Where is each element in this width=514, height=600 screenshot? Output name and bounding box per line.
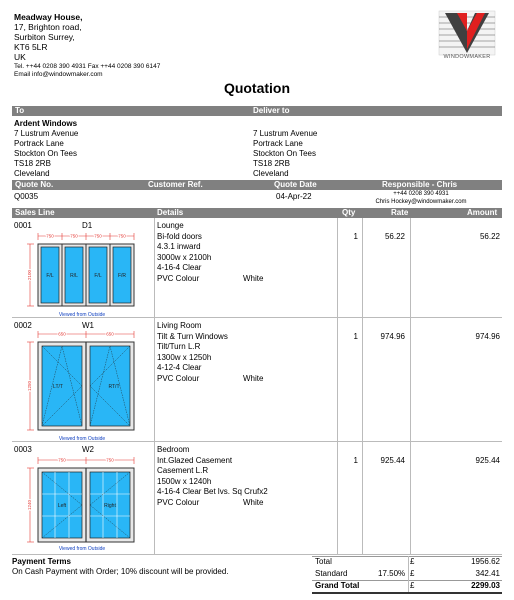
total-value: 1956.62: [471, 557, 500, 566]
to-line: Stockton On Tees: [14, 149, 77, 158]
height-label: 1240: [27, 499, 32, 511]
totals-divider: [408, 556, 409, 592]
company-line: Meadway House,: [14, 12, 83, 22]
dim-label: 750: [70, 233, 78, 239]
standard-label: Standard: [315, 569, 348, 578]
viewed-from-outside: Viewed from Outside: [58, 312, 106, 318]
dim-label: 750: [58, 457, 66, 463]
item-qty: 1: [353, 232, 358, 241]
item-type: W2: [82, 445, 94, 454]
detail-line: 3000w x 2100h: [157, 252, 212, 262]
quote-no: Q0035: [14, 192, 39, 201]
pane-label: R/L: [70, 273, 78, 279]
amount-header: Amount: [467, 208, 498, 217]
bifold-door-drawing: [26, 232, 138, 312]
item-amount: 925.44: [475, 456, 500, 465]
responsible-email: Chris Hockey@windowmaker.com: [375, 199, 467, 205]
pane-label: RT/T: [108, 384, 120, 390]
company-line: Surbiton Surrey,: [14, 32, 75, 42]
pane-label: LT/T: [53, 384, 63, 390]
pane-label: Right: [104, 503, 116, 509]
item-qty: 1: [353, 456, 358, 465]
item-code: 0003: [14, 445, 32, 454]
detail-line: [157, 273, 264, 285]
height-label: 2100: [27, 269, 32, 281]
item-rate: 56.22: [384, 232, 405, 241]
colour-label: PVC Colour: [157, 497, 200, 507]
detail-line: 4-16-4 Clear: [157, 263, 202, 272]
deliver-address: [253, 129, 317, 179]
total-currency: £: [410, 557, 415, 566]
company-line: 17, Brighton road,: [14, 22, 82, 32]
column-divider: [154, 218, 155, 554]
company-line: UK: [14, 52, 26, 62]
colour-label: PVC Colour: [157, 373, 200, 383]
detail-line: [157, 498, 268, 509]
totals-box: [312, 556, 502, 592]
colour-value: White: [243, 273, 264, 283]
detail-line: 1500w x 1240h: [157, 476, 212, 486]
item-amount: 56.22: [479, 232, 500, 241]
standard-value: 342.41: [475, 569, 500, 578]
to-line: Cleveland: [14, 169, 50, 178]
responsible-phone: ++44 0208 390 4931: [393, 191, 449, 197]
deliver-line: 7 Lustrum Avenue: [253, 129, 318, 138]
colour-label: PVC Colour: [157, 273, 200, 283]
detail-line: 4.3.1 inward: [157, 242, 201, 251]
to-line: TS18 2RB: [14, 159, 51, 168]
logo-text: WINDOWMAKER: [443, 54, 491, 60]
height-label: 1250: [27, 380, 32, 392]
to-line: 7 Lustrum Avenue: [14, 129, 79, 138]
sales-line-header: Sales Line: [15, 208, 55, 217]
row-divider: [12, 554, 502, 555]
deliver-line: Stockton On Tees: [253, 149, 316, 158]
standard-rate: 17.50%: [378, 569, 406, 578]
colour-value: White: [243, 373, 264, 383]
to-address: [14, 119, 78, 179]
colour-value: White: [243, 497, 264, 507]
column-divider: [410, 218, 411, 554]
deliver-line: Cleveland: [253, 169, 289, 178]
lines-header-bar: [12, 208, 502, 218]
detail-line: Casement L.R: [157, 466, 209, 475]
item-code: 0002: [14, 321, 32, 330]
deliver-to-header: Deliver to: [253, 106, 290, 115]
item-qty: 1: [353, 332, 358, 341]
item-details: [157, 221, 264, 284]
pane-label: F/R: [117, 273, 127, 279]
deliver-line: Portrack Lane: [253, 139, 303, 148]
item-rate: 974.96: [380, 332, 405, 341]
item-type: D1: [82, 221, 93, 230]
responsible-header: Responsible - Chris: [382, 180, 458, 189]
grand-total-label: Grand Total: [315, 581, 360, 590]
address-header-bar: [12, 106, 502, 116]
customer-ref-header: Customer Ref.: [148, 180, 203, 189]
quote-no-header: Quote No.: [15, 180, 54, 189]
dim-label: 750: [46, 233, 54, 239]
item-code: 0001: [14, 221, 32, 230]
item-details: [157, 445, 268, 508]
detail-line: Bedroom: [157, 445, 190, 454]
payment-terms-title: Payment Terms: [12, 557, 71, 566]
dim-label: 650: [106, 331, 114, 337]
column-divider: [362, 218, 363, 554]
quote-header-bar: [12, 180, 502, 190]
to-line: Portrack Lane: [14, 139, 64, 148]
page-title: Quotation: [223, 80, 291, 96]
column-divider: [337, 218, 338, 554]
company-line: KT6 5LR: [14, 42, 48, 52]
company-email: Email info@windowmaker.com: [14, 71, 103, 78]
to-name: Ardent Windows: [14, 119, 78, 128]
detail-line: 1300w x 1250h: [157, 352, 212, 362]
pane-label: Left: [57, 503, 67, 509]
dim-label: 750: [118, 233, 126, 239]
pane-label: F/L: [46, 273, 54, 279]
detail-line: Lounge: [157, 221, 184, 230]
dim-label: 650: [58, 331, 66, 337]
detail-line: 4-16-4 Clear Bet lvs. Sq Crufx2: [157, 487, 268, 496]
rate-header: Rate: [391, 208, 409, 217]
detail-line: Int.Glazed Casement: [157, 455, 233, 465]
details-header: Details: [157, 208, 184, 217]
total-label: Total: [315, 557, 332, 566]
company-address: [14, 12, 160, 78]
detail-line: Tilt & Turn Windows: [157, 331, 228, 341]
detail-line: 4-12-4 Clear: [157, 363, 202, 372]
qty-header: Qty: [342, 208, 356, 217]
viewed-from-outside: Viewed from Outside: [58, 436, 106, 442]
detail-line: Living Room: [157, 321, 202, 330]
pane-label: F/L: [94, 273, 102, 279]
dim-label: 750: [106, 457, 114, 463]
tilt-turn-window-drawing: [26, 330, 138, 435]
deliver-line: TS18 2RB: [253, 159, 290, 168]
to-header: To: [15, 106, 25, 115]
quote-date-header: Quote Date: [274, 180, 317, 189]
dim-label: 750: [94, 233, 102, 239]
detail-line: [157, 373, 264, 385]
detail-line: Tilt/Turn L.R: [157, 342, 201, 351]
payment-terms-text: On Cash Payment with Order; 10% discount will be provided.: [12, 567, 229, 576]
casement-window-drawing: [26, 456, 138, 546]
item-rate: 925.44: [380, 456, 405, 465]
company-tel: Tel. ++44 0208 390 4931 Fax ++44 0208 390 6147: [14, 63, 161, 70]
item-amount: 974.96: [475, 332, 500, 341]
viewed-from-outside: Viewed from Outside: [58, 546, 106, 552]
grand-total-value: 2299.03: [471, 581, 500, 590]
item-type: W1: [82, 321, 94, 330]
grand-total-currency: £: [410, 581, 415, 590]
quote-date: 04-Apr-22: [276, 192, 312, 201]
standard-currency: £: [410, 569, 415, 578]
detail-line: Bi-fold doors: [157, 231, 202, 241]
item-details: [157, 321, 264, 384]
